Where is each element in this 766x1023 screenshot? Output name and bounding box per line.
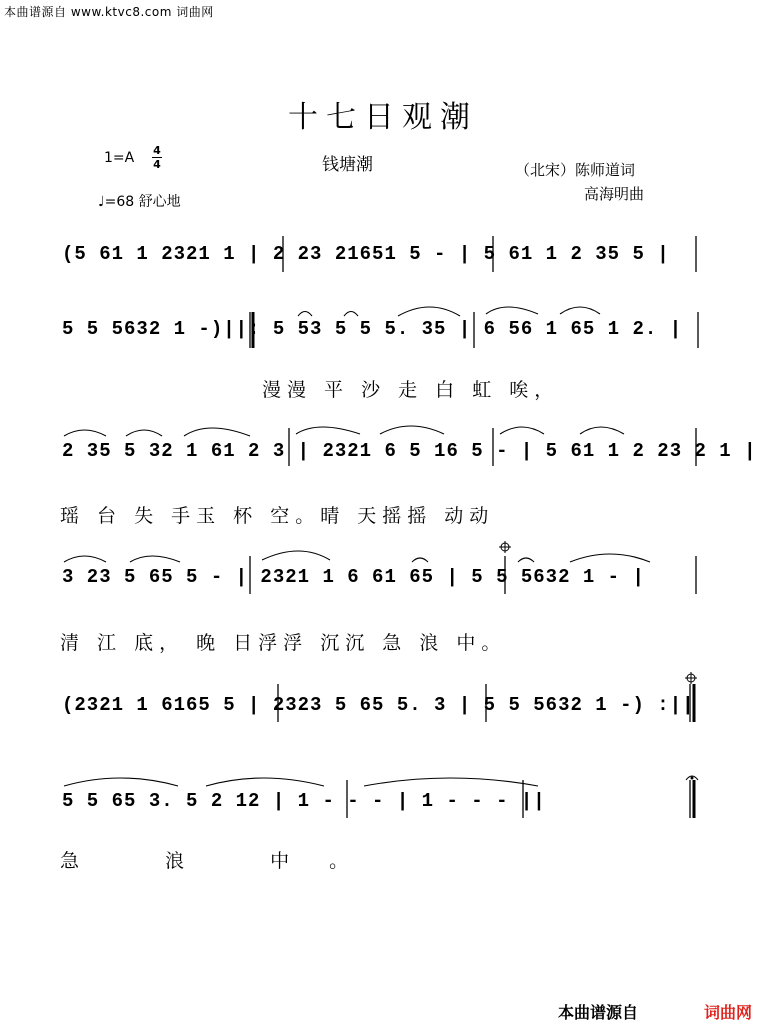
time-top: 4	[153, 144, 161, 157]
key-signature: 1=A	[104, 150, 135, 166]
lyricist-credit: （北宋）陈师道词	[515, 161, 636, 179]
music-row-4: 3 23 5 65 5 - | 2321 1 6 61 65 | 5 5 5632 1 - |	[62, 566, 645, 588]
footer-source-label: 本曲谱源自	[558, 1003, 639, 1022]
lyric-row-6: 急 浪 中。	[60, 850, 389, 872]
lyric-row-2: 漫漫 平 沙 走 白 虹 唉，	[262, 379, 560, 401]
composer-credit: 高海明曲	[584, 185, 645, 203]
footer-site-logo[interactable]: 词曲网	[704, 1003, 753, 1022]
song-title: 十七日观潮	[288, 100, 478, 135]
music-row-1: (5 61 1 2321 1 | 2 23 21651 5 - | 5 61 1 2 35 5 |	[62, 243, 670, 265]
song-subtitle: 钱塘潮	[322, 155, 373, 175]
source-header: 本曲谱源自 www.ktvc8.com 词曲网	[4, 5, 214, 19]
lyric-row-3: 瑶 台 失 手玉 杯 空。晴 天摇摇 动动	[60, 505, 495, 527]
music-row-2: 5 5 5632 1 -)||: 5 53 5 5 5. 35 | 6 56 1 65 1 2. |	[62, 318, 683, 340]
music-row-5: (2321 1 6165 5 | 2323 5 65 5. 3 | 5 5 5632 1 -) :||	[62, 694, 695, 716]
time-bottom: 4	[153, 158, 161, 171]
music-row-3: 2 35 5 32 1 61 2 3 | 2321 6 5 16 5 - | 5 61 1 2 23 2 1 |	[62, 440, 757, 462]
tempo-marking: ♩=68 舒心地	[98, 194, 181, 210]
lyric-row-4: 清 江 底， 晚 日浮浮 沉沉 急 浪 中。	[60, 632, 507, 654]
music-row-6: 5 5 65 3. 5 2 12 | 1 - - - | 1 - - - ||	[62, 790, 546, 812]
